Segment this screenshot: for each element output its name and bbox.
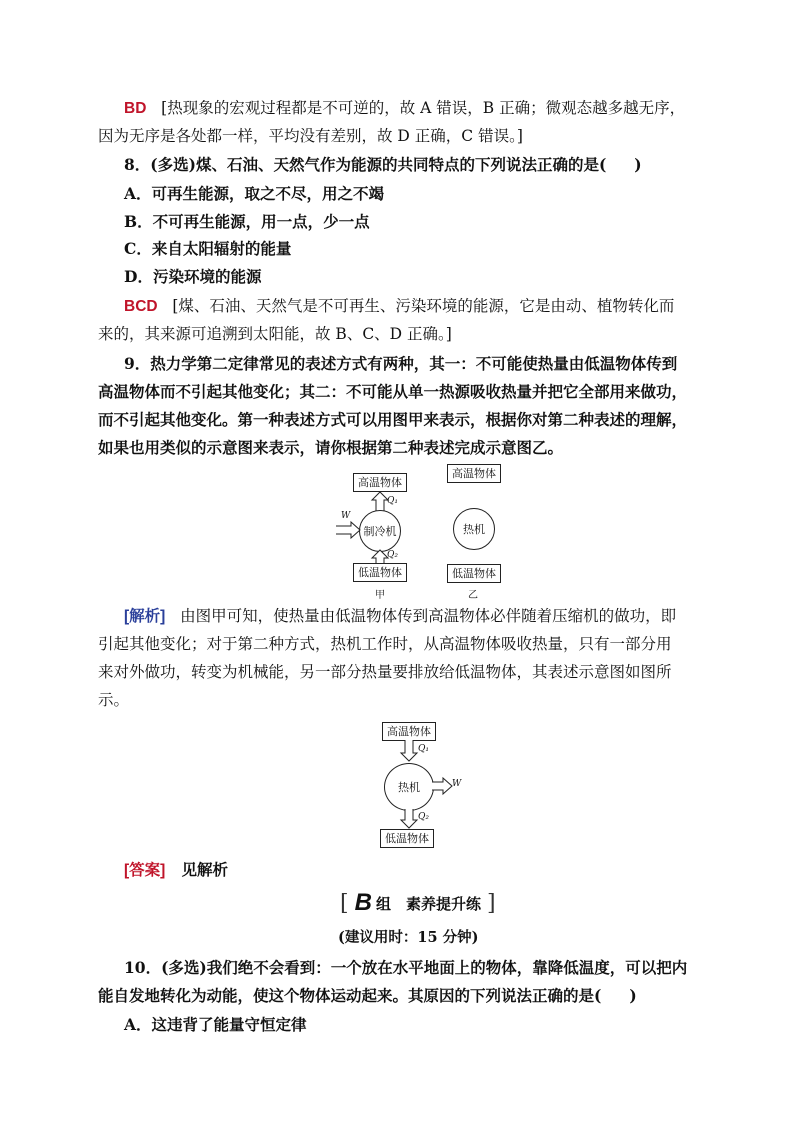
q8-option-d: D．污染环境的能源	[124, 267, 262, 286]
ans-arrow-down-icon	[400, 740, 418, 762]
q7-answer-letters: BD	[124, 100, 147, 117]
ans-high-temp-box: 高温物体	[382, 722, 436, 741]
q10-line-2	[98, 986, 637, 1006]
yi-low-temp-box: 低温物体	[447, 564, 501, 583]
jia-arrow-right-icon	[336, 521, 362, 539]
ans-heat-engine-circle: 热机	[384, 763, 434, 811]
section-b-bracket-left: [	[340, 890, 349, 916]
section-b-heading	[340, 889, 496, 917]
q7-answer-line-2: 因为无序是各处都一样，平均没有差别，故 D 正确，C 错误。]	[98, 127, 523, 145]
yi-caption: 乙	[468, 590, 478, 601]
q9-analysis-line-3: 来对外做功，转变为机械能，另一部分热量要排放给低温物体，其表述示意图如图所	[98, 663, 672, 681]
q8-answer-text-1: [煤、石油、天然气是不可再生、污染环境的能源，它是由动、植物转化而	[172, 297, 675, 315]
section-b-bracket-right: ]	[486, 890, 496, 916]
q8-stem	[124, 155, 642, 175]
q8-answer-letters: BCD	[124, 298, 158, 315]
q9-analysis-line-2: 引起其他变化；对于第二种方式，热机工作时，从高温物体吸收热量，只有一部分用	[98, 635, 672, 653]
section-b-time: (建议用时：15 分钟)	[338, 929, 479, 946]
jia-refrigerator-circle: 制冷机	[359, 510, 401, 552]
q10-option-a: A．这违背了能量守恒定律	[124, 1015, 307, 1034]
jia-caption: 甲	[375, 590, 385, 601]
yi-high-temp-box: 高温物体	[447, 464, 501, 483]
q10-line-1: 10．(多选)我们绝不会看到：一个放在水平地面上的物体，靠降低温度，可以把内	[124, 958, 688, 977]
ans-low-temp-box: 低温物体	[380, 829, 434, 848]
q8-option-a: A．可再生能源，取之不尽，用之不竭	[124, 184, 385, 203]
q8-option-c: C．来自太阳辐射的能量	[124, 239, 292, 258]
q8-stem-text: 8．(多选)煤、石油、天然气作为能源的共同特点的下列说法正确的是(	[124, 155, 607, 174]
jia-high-temp-box: 高温物体	[353, 473, 407, 492]
q9-stem-line-4: 如果也用类似的示意图来表示，请你根据第二种表述完成示意图乙。	[98, 438, 564, 457]
q8-answer-line-1	[124, 296, 674, 317]
q8-option-b: B．不可再生能源，用一点，少一点	[124, 212, 370, 231]
ans-arrow-right-icon	[432, 777, 454, 795]
jia-q1-label: Q₁	[387, 496, 398, 506]
answer-tag: [答案]	[124, 862, 166, 879]
yi-heat-engine-circle: 热机	[453, 508, 495, 550]
ans-arrow-down-lower-icon	[400, 809, 418, 829]
q10-line-2-close: )	[629, 986, 637, 1005]
q9-stem-line-1: 9．热力学第二定律常见的表述方式有两种，其一：不可能使热量由低温物体传到	[124, 354, 678, 373]
jia-low-temp-box: 低温物体	[353, 563, 407, 582]
q7-answer-text-1: [热现象的宏观过程都是不可逆的，故 A 错误，B 正确；微观态越多越无序，	[161, 99, 686, 117]
ans-w-label: W	[452, 779, 462, 789]
jia-q2-label: Q₂	[387, 550, 398, 560]
q9-stem-line-3: 而不引起其他变化。第一种表述方式可以用图甲来表示，根据你对第二种表述的理解，	[98, 410, 688, 429]
analysis-tag: [解析]	[124, 608, 166, 625]
q10-line-2-text: 能自发地转化为动能，使这个物体运动起来。其原因的下列说法正确的是(	[98, 986, 602, 1005]
q8-stem-close: )	[634, 155, 642, 174]
analysis-text-1: 由图甲可知，使热量由低温物体传到高温物体必伴随着压缩机的做功，即	[180, 607, 677, 625]
q9-analysis-line-1	[124, 606, 676, 627]
section-b-letter: B	[354, 889, 372, 916]
q9-analysis-line-4: 示。	[98, 691, 130, 709]
jia-w-label: W	[341, 511, 351, 521]
q7-answer-line-1	[124, 98, 685, 119]
section-b-title: 组 素养提升练	[375, 894, 481, 913]
ans-q1-label: Q₁	[418, 744, 429, 754]
q9-stem-line-2: 高温物体而不引起其他变化；其二：不可能从单一热源吸收热量并把它全部用来做功，	[98, 382, 688, 401]
q8-answer-line-2: 来的，其来源可追溯到太阳能，故 B、C、D 正确。]	[98, 325, 452, 343]
q9-answer-line	[124, 860, 228, 881]
answer-text: 见解析	[181, 860, 229, 879]
ans-q2-label: Q₂	[418, 812, 429, 822]
